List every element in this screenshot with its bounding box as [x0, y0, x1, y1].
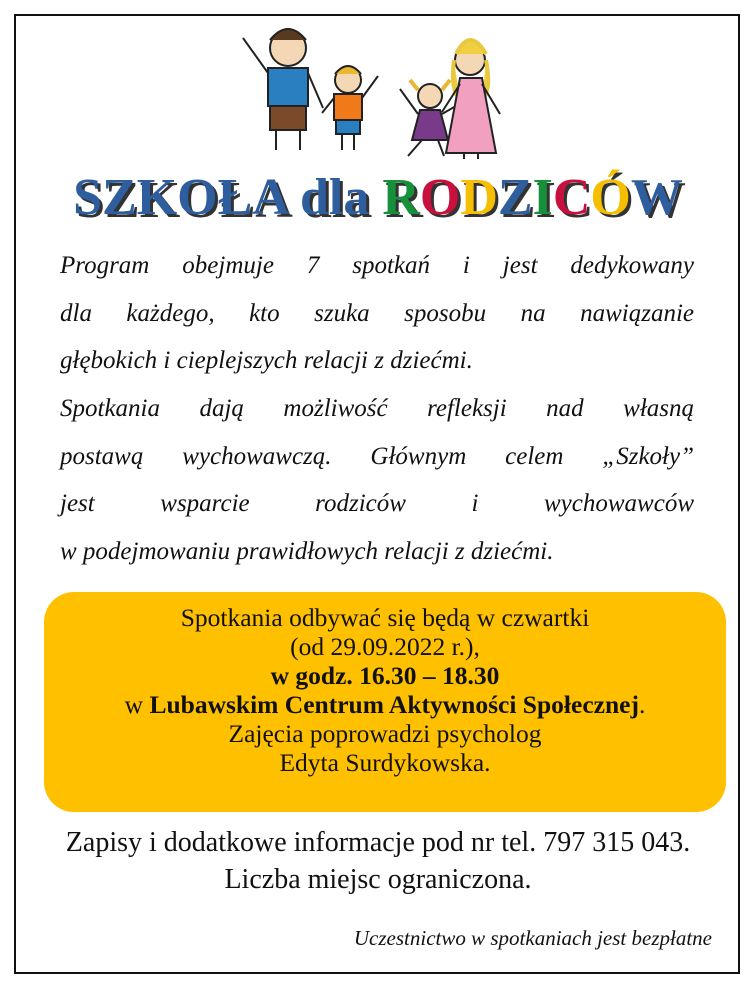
text-line: postawą wychowawczą. Głównym celem „Szkoły”	[60, 442, 694, 470]
contact-phone-line: Zapisy i dodatkowe informacje pod nr tel. 797 315 043.	[65, 827, 691, 858]
poster-title	[0, 168, 756, 227]
info-place: Lubawskim Centrum Aktywności Społecznej	[149, 690, 639, 719]
title-part: O	[419, 169, 461, 226]
title-part: R	[382, 169, 420, 226]
text-line: jest wsparcie rodziców i wychowawców	[60, 490, 694, 517]
text-line: Program obejmuje 7 spotkań i jest dedykowany	[60, 252, 694, 279]
limited-places-note: Liczba miejsc ograniczona.	[224, 864, 532, 895]
info-place-suffix: .	[638, 690, 646, 719]
title-part: I	[532, 169, 553, 226]
info-place-prefix: w	[124, 690, 150, 719]
meeting-info-box	[44, 592, 726, 812]
free-participation-note: Uczestnictwo w spotkaniach jest bezpłatne	[353, 926, 712, 950]
title-part: D	[460, 169, 498, 226]
info-days: Spotkania odbywać się będą w czwartki	[180, 603, 590, 632]
details-paragraph	[60, 385, 694, 575]
text-line: w podejmowaniu prawidłowych relacji z dziećmi.	[60, 537, 554, 565]
title-part: SZKOŁA dla	[73, 169, 383, 226]
info-time: w godz. 16.30 – 18.30	[270, 661, 500, 690]
title-part: Z	[497, 169, 533, 226]
info-leader-name: Edyta Surdykowska.	[279, 748, 491, 777]
text-line: dla każdego, kto szuka sposobu na nawiązanie	[60, 299, 694, 327]
text-line: Spotkania dają możliwość refleksji nad własną	[60, 395, 694, 422]
contact-info	[0, 824, 756, 898]
title-part: W	[630, 169, 683, 226]
family-illustration	[220, 18, 530, 163]
info-start-date: (od 29.09.2022 r.),	[290, 632, 480, 661]
text-line: głębokich i cieplejszych relacji z dziećmi.	[60, 347, 473, 374]
intro-paragraph	[60, 242, 694, 385]
info-leader-label: Zajęcia poprowadzi psycholog	[228, 719, 542, 748]
title-part: C	[552, 169, 591, 226]
title-part: Ó	[590, 169, 631, 226]
info-place-line	[44, 690, 726, 719]
